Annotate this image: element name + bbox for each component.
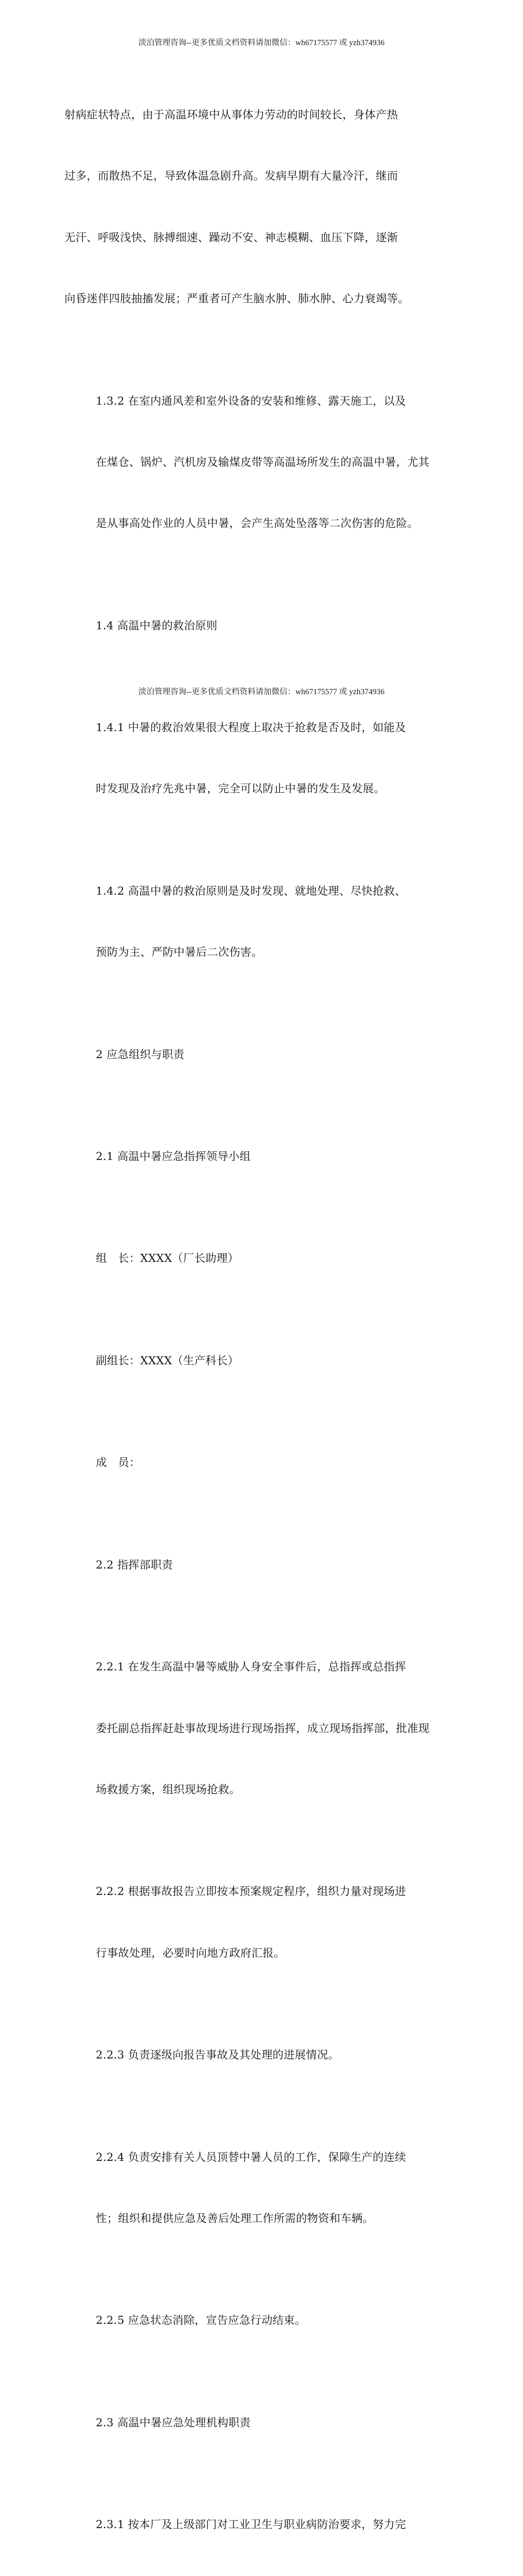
paragraph-heatstroke-symptoms (64, 64, 462, 350)
paragraph-2-2-4 (64, 2106, 462, 2269)
members-line (64, 1412, 462, 1513)
text-line: 2 应急组织与职责 (96, 1047, 184, 1061)
text-line: 1.4.2 高温中暑的救治原则是及时发现、就地处理、尽快抢救、 (96, 884, 406, 897)
deputy-leader-line (64, 1310, 462, 1412)
text-line: 2.3 高温中暑应急处理机构职责 (96, 2415, 251, 2429)
text-line: 向昏迷伴四肢抽搐发展；严重者可产生脑水肿、肺水肿、心力衰竭等。 (64, 292, 410, 306)
team-leader-line (64, 1207, 462, 1309)
paragraph-2-3-1 (64, 2474, 462, 2575)
text-line: 过多，而散热不足，导致体温急剧升高。发病早期有大量冷汗，继而 (64, 169, 398, 183)
text-line: 是从事高处作业的人员中暑，会产生高处坠落等二次伤害的危险。 (96, 516, 418, 530)
heading-2-1 (64, 1105, 462, 1207)
text-line: 在煤仓、锅炉、汽机房及输煤皮带等高温场所发生的高温中暑，尤其 (96, 455, 429, 469)
document-body (64, 64, 462, 2576)
paragraph-2-2-1 (64, 1616, 462, 1840)
text-line: 1.4 高温中暑的救治原则 (96, 618, 217, 632)
text-line: 2.2.1 在发生高温中暑等威胁人身安全事件后，总指挥或总指挥 (96, 1660, 406, 1674)
text-line: 时发现及治疗先兆中暑，完全可以防止中暑的发生及发展。 (96, 782, 385, 796)
text-line: 2.1 高温中暑应急指挥领导小组 (96, 1149, 251, 1163)
text-line: 1.3.2 在室内通风差和室外设备的安装和维修、露天施工，以及 (96, 394, 406, 407)
text-line: 副组长：XXXX（生产科长） (96, 1353, 239, 1367)
paragraph-2-2-3 (64, 2004, 462, 2106)
heading-2-3 (64, 2372, 462, 2474)
text-line: 行事故处理，必要时向地方政府汇报。 (96, 1946, 285, 1959)
text-line: 性；组织和提供应急及善后处理工作所需的物资和车辆。 (96, 2211, 374, 2225)
text-line: 委托副总指挥赶赴事故现场进行现场指挥，成立现场指挥部，批准现 (96, 1721, 429, 1735)
paragraph-2-2-5 (64, 2269, 462, 2371)
text-line: 射病症状特点，由于高温环境中从事体力劳动的时间较长，身体产热 (64, 108, 398, 122)
heading-1-4 (64, 574, 462, 676)
paragraph-2-2-2 (64, 1840, 462, 2004)
text-line: 2.2.5 应急状态消除，宣告应急行动结束。 (96, 2313, 306, 2327)
text-line: 1.4.1 中暑的救治效果很大程度上取决于抢救是否及时，如能及 (96, 721, 406, 734)
paragraph-1-3-2 (64, 350, 462, 574)
heading-2 (64, 1003, 462, 1105)
text-line: 2.3.1 按本厂及上级部门对工业卫生与职业病防治要求，努力完 (96, 2518, 406, 2531)
text-line: 组 长：XXXX（厂长助理） (96, 1251, 239, 1265)
text-line: 无汗、呼吸浅快、脉搏细速、躁动不安、神志模糊、血压下降，逐渐 (64, 230, 398, 244)
page-footer: 淡泊管理咨询--更多优质文档资料请加微信：wh67175577 或 yzh374936 (138, 688, 385, 696)
text-line: 2.2.4 负责安排有关人员顶替中暑人员的工作，保障生产的连续 (96, 2150, 406, 2164)
paragraph-1-4-1 (64, 677, 462, 840)
text-line: 2.2 指挥部职责 (96, 1557, 173, 1571)
heading-2-2 (64, 1514, 462, 1616)
text-line: 2.2.2 根据事故报告立即按本预案规定程序，组织力量对现场进 (96, 1885, 406, 1898)
text-line: 场救援方案，组织现场抢救。 (96, 1782, 241, 1796)
text-line: 2.2.3 负责逐级向报告事故及其处理的进展情况。 (96, 2048, 340, 2062)
page-header: 淡泊管理咨询--更多优质文档资料请加微信：wh67175577 或 yzh374936 (138, 39, 385, 47)
text-line: 成 员： (96, 1456, 140, 1469)
text-line: 预防为主、严防中暑后二次伤害。 (96, 945, 263, 959)
paragraph-1-4-2 (64, 840, 462, 1004)
